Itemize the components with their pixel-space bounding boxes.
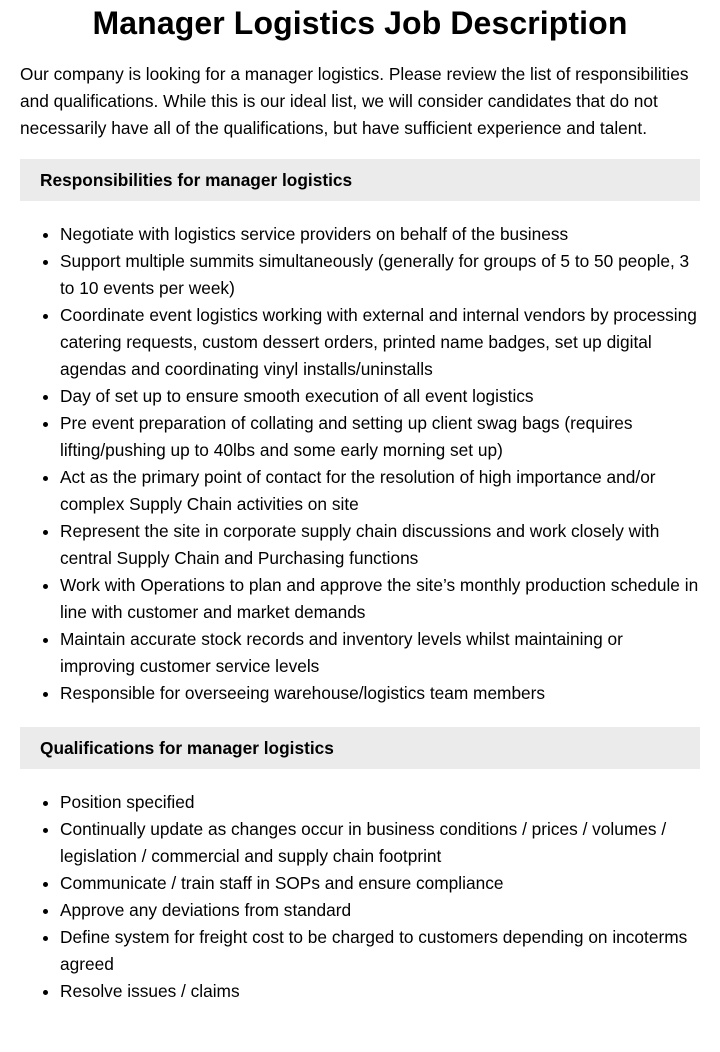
qualifications-list	[20, 789, 700, 1005]
list-item: • Support multiple summits simultaneously (generally for groups of 5 to 50 people, 3 to 10 events per week)	[60, 248, 700, 302]
list-item: • Responsible for overseeing warehouse/logistics team members	[60, 680, 700, 707]
list-item: • Define system for freight cost to be charged to customers depending on incoterms agreed	[60, 924, 700, 978]
list-item: • Act as the primary point of contact for the resolution of high importance and/or complex Supply Chain activities on site	[60, 464, 700, 518]
page-title: Manager Logistics Job Description	[92, 5, 628, 41]
qualifications-heading: Qualifications for manager logistics	[20, 727, 700, 769]
list-item: • Negotiate with logistics service providers on behalf of the business	[60, 221, 700, 248]
list-item: • Work with Operations to plan and approve the site’s monthly production schedule in line with customer and market demands	[60, 572, 700, 626]
list-item: • Coordinate event logistics working with external and internal vendors by processing catering requests, custom dessert orders, printed name badges, set up digital agendas and coordinating vinyl installs/uninstalls	[60, 302, 700, 383]
responsibilities-list	[20, 221, 700, 707]
list-item: • Pre event preparation of collating and setting up client swag bags (requires lifting/pushing up to 40lbs and some early morning set up)	[60, 410, 700, 464]
list-item: • Continually update as changes occur in business conditions / prices / volumes / legislation / commercial and supply chain footprint	[60, 816, 700, 870]
list-item: • Represent the site in corporate supply chain discussions and work closely with central Supply Chain and Purchasing functions	[60, 518, 700, 572]
list-item: • Day of set up to ensure smooth execution of all event logistics	[60, 383, 700, 410]
list-item: • Communicate / train staff in SOPs and ensure compliance	[60, 870, 700, 897]
list-item: • Position specified	[60, 789, 700, 816]
list-item: • Resolve issues / claims	[60, 978, 700, 1005]
list-item: • Maintain accurate stock records and inventory levels whilst maintaining or improving customer service levels	[60, 626, 700, 680]
responsibilities-heading: Responsibilities for manager logistics	[20, 159, 700, 201]
list-item: • Approve any deviations from standard	[60, 897, 700, 924]
intro-paragraph: Our company is looking for a manager logistics. Please review the list of responsibilities and qualifications. While this is our ideal list, we will consider candidates that do not necessarily have all of the qualifications, but have sufficient experience and talent.	[20, 64, 689, 138]
